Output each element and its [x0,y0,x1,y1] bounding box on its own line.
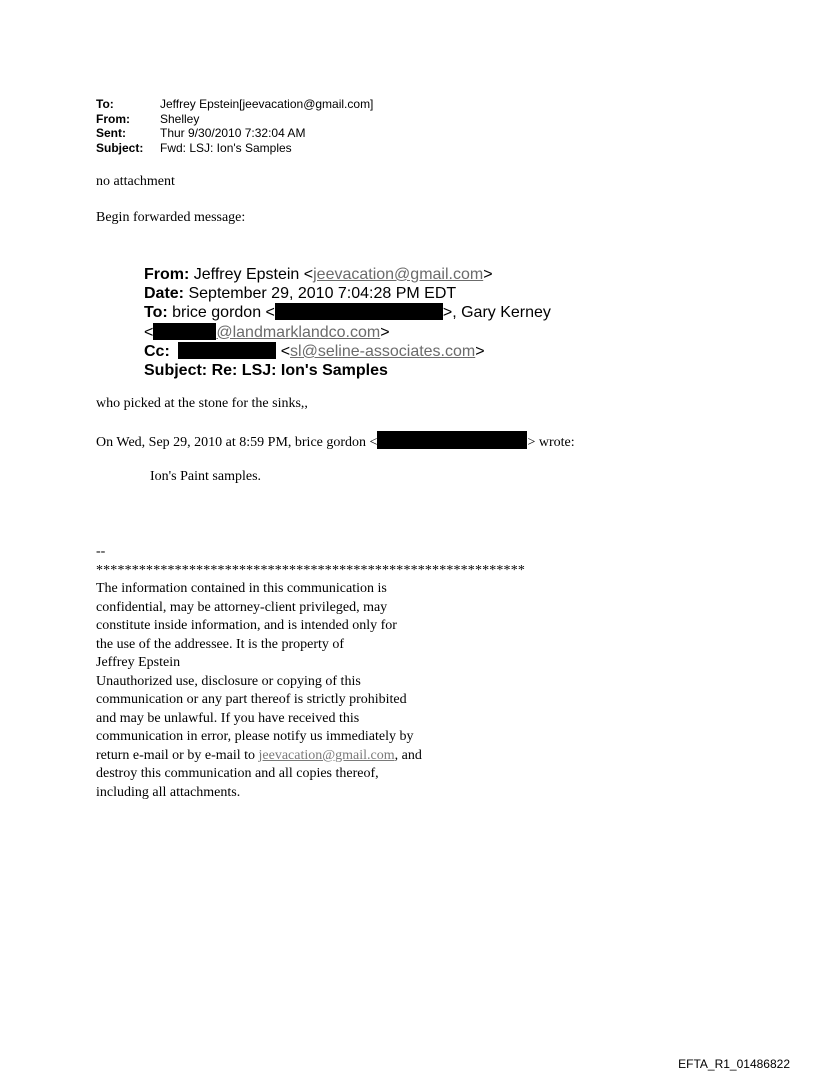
from-label: From: [96,111,130,126]
email-header [96,97,373,155]
fwd-to-after: >, Gary Kerney [442,304,551,321]
fwd-cc-close: > [475,343,485,360]
disclaimer-line: and may be unlawful. If you have received this [96,710,360,726]
fwd-date-value: September 29, 2010 7:04:28 PM EDT [188,284,457,302]
fwd-subject-row [144,362,551,381]
disclaimer [96,543,525,802]
fwd-from-label: From: [144,266,190,283]
to-label: To: [96,97,114,111]
fwd-to-name: brice gordon < [172,304,275,321]
fwd-to-label: To: [144,304,168,321]
fwd-to-row-2 [144,323,551,343]
disclaimer-line: Jeffrey Epstein [96,655,181,670]
redaction-box [178,342,276,359]
disclaimer-return-row [96,747,525,766]
quote-wrote: > wrote: [527,435,575,450]
fwd-date-row [144,285,551,304]
fwd-from-name: Jeffrey Epstein < [193,266,314,283]
reply-text: who picked at the stone for the sinks,, [96,396,308,411]
quote-intro-row [96,431,575,453]
quoted-text: Ion's Paint samples. [150,469,262,484]
fwd-from-email-link[interactable]: jeevacation@gmail.com [313,266,484,283]
quote-intro: On Wed, Sep 29, 2010 at 8:59 PM, brice gordon < [96,435,378,450]
fwd-cc-row [144,342,551,362]
header-sent-row [96,126,373,141]
fwd-cc-open: < [280,343,291,360]
redaction-box [377,431,527,449]
disclaimer-line: destroy this communication and all copies thereof, [96,766,379,781]
fwd-cc-label: Cc: [144,343,170,360]
disclaimer-return-pre: return e-mail or by e-mail to [96,747,259,763]
fwd-to2-open: < [144,323,154,341]
document-id: EFTA_R1_01486822 [678,1057,790,1071]
fwd-to-row [144,303,551,323]
disclaimer-line: communication or any part thereof is strictly prohibited [96,692,407,707]
fwd-to2-close: > [380,323,390,341]
fwd-subject-value: Re: LSJ: Ion's Samples [211,361,388,379]
fwd-subject-label: Subject: [144,361,208,379]
fwd-to2-email-link[interactable]: @landmarklandco.com [216,323,381,341]
from-value: Shelley [160,111,200,126]
disclaimer-line: communication in error, please notify us immediately by [96,729,414,744]
disclaimer-line: the use of the addressee. It is the property of [96,636,345,652]
header-from-row [96,112,373,127]
subject-value: Fwd: LSJ: Ion's Samples [160,140,292,155]
fwd-from-close: > [483,266,493,283]
forwarded-header [144,266,551,380]
disclaimer-return-post: , and [394,747,422,763]
header-to-row [96,97,373,112]
disclaimer-line: Unauthorized use, disclosure or copying of this [96,673,361,689]
fwd-date-label: Date: [144,284,185,302]
body-line-no-attachment: no attachment [96,174,175,189]
fwd-cc-email-link[interactable]: sl@seline-associates.com [290,343,476,360]
disclaimer-line: including all attachments. [96,784,241,800]
fwd-from-row [144,266,551,285]
redaction-box [153,323,216,340]
disclaimer-line: constitute inside information, and is intended only for [96,618,397,633]
sent-label: Sent: [96,126,126,140]
disclaimer-dashes: -- [96,544,106,559]
sent-value: Thur 9/30/2010 7:32:04 AM [160,126,306,140]
disclaimer-stars: ************************************************************ [96,562,525,578]
header-subject-row [96,141,373,156]
body-line-begin-forwarded: Begin forwarded message: [96,210,246,225]
disclaimer-line: confidential, may be attorney-client privileged, may [96,599,388,615]
subject-label: Subject: [96,140,144,155]
to-value: Jeffrey Epstein[jeevacation@gmail.com] [160,97,374,111]
redaction-box [275,303,443,320]
disclaimer-email-link[interactable]: jeevacation@gmail.com [258,747,395,763]
disclaimer-line: The information contained in this communication is [96,581,387,596]
